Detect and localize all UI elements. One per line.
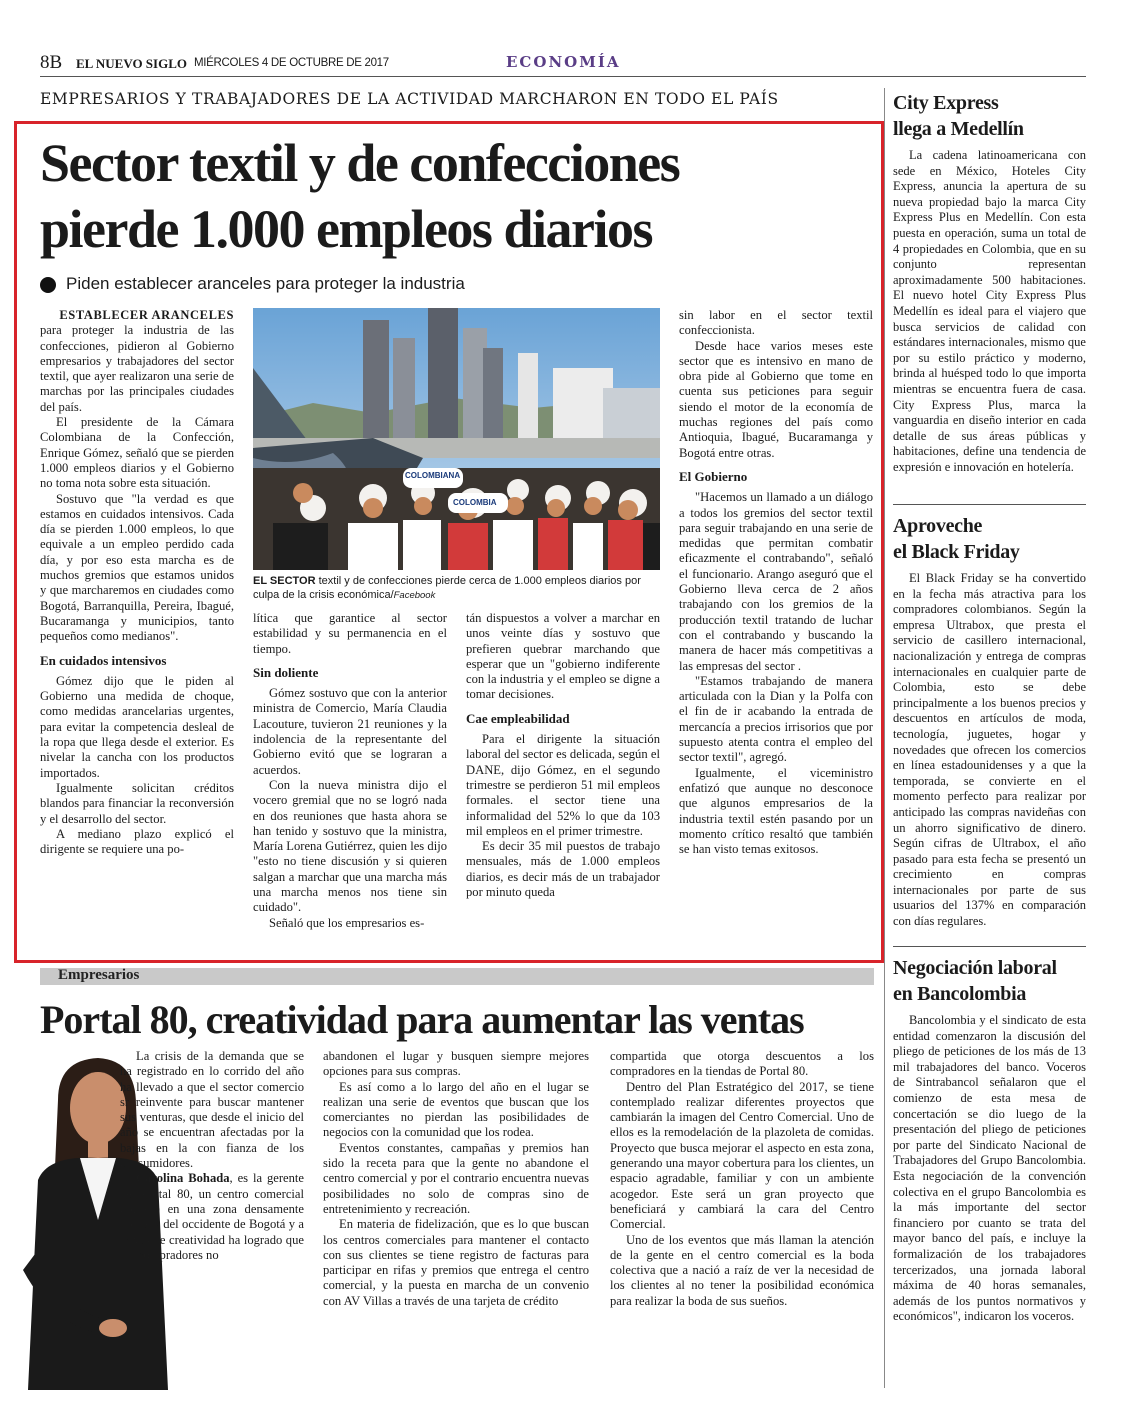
page-number: 8B [40, 52, 63, 73]
sidebar-text-2: El Black Friday se ha convertido en la fecha más atractiva para los compradores colombianos. Según la empresa Ultrabox, que presta el servicio de casillero internacional, nacionalización y entrega de compras internacionales en cualquier parte de Colombia, esto se debe principalmente a los buenos precios y descuentos en artículos de moda, tecnología, juguetes, hogar y novedades que ofrecen los comercios en línea estadounidenses y a que la temporada, se convierte en el momento perfecto para realizar por anticipado las compras navideñas con un ahorro significativo de dinero. Según cifras de Ultrabox, el año pasado para esta fecha se presentó un crecimiento en compras internacionales por parte de sus usuarios del 137% en comparación con días regulares. [893, 571, 1086, 929]
col3-p1: tán dispuestos a volver a marchar en unos veinte días y sostuvo que prefieren quebrar marchando que esperar que un "gobierno indiferente con la industria y el empleo se digne a tomar decisiones. [466, 611, 660, 702]
sidebar-title-3a: Negociación laboral [893, 957, 1057, 979]
col3-p3: Es decir 35 mil puestos de trabajo mensuales, más de 1.000 empleos diarios, es decir más de un trabajador por minuto queda [466, 839, 660, 900]
sidebar-text-1: La cadena latinoamericana con sede en México, Hoteles City Express, anuncia la apertura de su nueva propiedad bajo la marca City Express Plus en Medellín. Con esta puesta en operación, suma un total de 4 propiedades en Colombia, que en su conjunto representan aproximadamente 500 habitaciones. El nuevo hotel City Express Plus Medellín es ideal para el viajero que busca servicios de calidad con estándares internacionales, mismo que por su estilo práctico y moderno, brinda al huésped todo lo que importa mientras se encuentra fuera de casa. City Express Plus, marca la vanguardia en diseño interior en cada detalle de sus áreas públicas y habitaciones, define una tendencia de expresión e innovación en hotelería. [893, 148, 1086, 474]
header-rule [40, 76, 1086, 77]
bullet-icon [40, 277, 56, 293]
sidebar-title-2a: Aproveche [893, 515, 983, 537]
col4-p2: Desde hace varios meses este sector que es intensivo en mano de obra pide al Gobierno que tome en cuenta sus peticiones para seguir siendo el motor de la economía de muchas regiones del país como Antioquia, Ibagué, Bucaramanga y Bogotá entre otras. [679, 338, 873, 460]
col1-p1: para proteger la industria de las confecciones, pidieron al Gobierno empresarios y trabajadores del sector textil, que ayer realizaron una serie de marchas por las principales ciudades del país. [40, 323, 234, 414]
person-name: Carolina Bohada [136, 1171, 230, 1186]
sidebar-title-2b: el Black Friday [893, 541, 1020, 563]
headline-line-2: pierde 1.000 empleos diarios [40, 199, 652, 259]
caption-lead: EL SECTOR [253, 575, 316, 587]
photo-credit: Facebook [393, 590, 436, 601]
march-photo-illustration [253, 308, 660, 570]
sidebar-rule-2 [893, 946, 1086, 947]
sidebar-item-city-express [893, 90, 1086, 475]
sidebar-title-3b: en Bancolombia [893, 983, 1027, 1005]
col1-p5: Igualmente solicitan créditos blandos para financiar la reconversión y el desarrollo del sector. [40, 780, 234, 826]
caption-text: textil y de confecciones pierde cerca de 1.000 empleos diarios por culpa de la crisis económica/ [253, 575, 641, 601]
col1-p6: A mediano plazo explicó el dirigente se requiere una po- [40, 826, 234, 857]
publication-name: EL NUEVO SIGLO [76, 56, 187, 71]
col2-p2: Gómez sostuvo que con la anterior ministra de Comercio, María Claudia Lacouture, tuvieron 21 reuniones y la indolencia de la representante del Gobierno evitó que se lograran a acuerdos. [253, 686, 447, 777]
col2-p1: lítica que garantice al sector estabilidad y su permanencia en el tiempo. [253, 611, 447, 656]
section-name: ECONOMÍA [506, 53, 621, 71]
sidebar-text-3: Bancolombia y el sindicato de esta entidad comenzaron la discusión del pliego de peticiones de los más de 13 mil trabajadores del banco. Voceros de Sintrabancol señalaron que el comienzo de esta mesa de concertación se dio luego de la presentación del pliego de peticiones por parte del Sindicato Nacional de Trabajadores del Grupo Bancolombia. Esta negociación de la convención colectiva en el grupo Bancolombia es la más importante del sector financiero por cuanto se trata del mayor banco del país, e incluye la formalización de los trabajadores tercerizados, una jornada laboral máxima de 40 horas semanales, además de los puntos normativos y económicos", indicaron los voceros. [893, 1013, 1086, 1324]
second-col-3 [610, 1049, 874, 1309]
main-col-1 [40, 308, 234, 857]
subhead-sin-doliente: Sin doliente [253, 664, 319, 680]
second-col1-p2: , es la gerente del Portal 80, un centro comercial ubicado en una zona densamente poblada del occidente de Bogotá y a través de creatividad ha logrado que los compradores no [120, 1171, 305, 1262]
subhead-cuidados: En cuidados intensivos [40, 652, 167, 668]
second-col1-p1: La crisis de la demanda que se ha registrado en lo corrido del año ha llevado a que el sector comercio sr reinvente para buscar mantener sus venturas, que desde el inicio del año se encuentran afectadas por la bajas en la con fianza de los consumidores. [120, 1049, 304, 1171]
section-tag-bar [40, 968, 874, 985]
second-col-1 [120, 1049, 304, 1263]
main-col-4 [679, 308, 873, 857]
col4-p1: sin labor en el sector textil confeccionista. [679, 308, 873, 338]
second-col2-p1: abandonen el lugar y busquen siempre mejores opciones para sus compras. [323, 1049, 589, 1079]
second-col3-p3: Uno de los eventos que más llaman la atención de la gente en el centro comercial es la boda colectiva que a nació a raíz de ver la necesidad de los clientes al no tener la posibilidad económica para realizar la boda de sus sueños. [610, 1232, 874, 1308]
photo-caption [253, 574, 663, 603]
col1-p2: El presidente de la Cámara Colombiana de la Confección, Enrique Gómez, señaló que se pierden 1.000 empleos diarios y el Gobierno no toma nota sobre esta situación. [40, 415, 234, 491]
col4-p3: "Hacemos un llamado a un diálogo a todos los gremios del sector textil para seguir trabajando en una serie de medidas que permitan combatir eficazmente el contrabando", señaló el funcionario. Arango aseguró que el Gobierno lleva cerca de 2 años trabajando con los gremios de la producción textil tratando de luchar con el contrabando y buscando la manera de hacer más competitivas a las empresas del sector . [679, 490, 873, 673]
lead-caps: ESTABLECER ARANCELES [59, 308, 234, 322]
march-photo [253, 308, 660, 570]
banner-text-2: COLOMBIA [453, 498, 497, 507]
subhead-cae-empleabilidad: Cae empleabilidad [466, 710, 570, 726]
headline-line-1: Sector textil y de confecciones [40, 133, 680, 193]
subhead-el-gobierno: El Gobierno [679, 468, 748, 484]
sidebar-title-1b: llega a Medellín [893, 118, 1024, 140]
page-header [40, 50, 1086, 78]
col4-p4: "Estamos trabajando de manera articulada con la Dian y la Polfa con el fin de ir acabando la entrada de mercancía a precios irrisorios que por supuesto atenta contra el empleo del sector textil", agregó. [679, 673, 873, 765]
second-col3-p1: compartida que otorga descuentos a los compradores en la tiendas de Portal 80. [610, 1049, 874, 1079]
second-col2-p3: Eventos constantes, campañas y premios han sido la receta para que la gente no abandone el centro comercial y por el contrario encuentra nuevas posibilidades no solo de compras sino de entretenimiento y recreación. [323, 1140, 589, 1216]
second-col3-p2: Dentro del Plan Estratégico del 2017, se tiene contemplado realizar diferentes proyectos que cambiarán la imagen del Centro Comercial. Uno de ellos es la remodelación de la plazoleta de comidas. Proyecto que busca mejorar el aspecto en esta zona, generando una mayor cobertura para los clientes, un espacio agradable, familiar y con un ambiente acogedor. Este será un gran proyecto que beneficiará y cambiará la cara del Centro Comercial. [610, 1079, 874, 1232]
deck-text: Piden establecer aranceles para proteger la industria [66, 274, 465, 293]
sidebar-title-1a: City Express [893, 92, 999, 114]
col1-p4: Gómez dijo que le piden al Gobierno una medida de choque, como medidas arancelarias urgentes, para evitar la competencia desleal de la ropa que llega desde el exterior. Es nivelar la cancha con los productos importados. [40, 673, 234, 780]
main-col-3 [466, 611, 660, 900]
sidebar-item-black-friday [893, 513, 1086, 930]
col2-p3: Con la nueva ministra dijo el vocero gremial que no se logró nada en dos reuniones que hasta ahora se han tenido y sostuvo que la ministra, María Lorena Gutiérrez, quien les dijo "esto no tiene discusión y si quieren salgan a marchar que una marcha más una marcha menos nos tiene sin cuidado". [253, 777, 447, 915]
sidebar-divider [884, 88, 885, 1388]
col3-p2: Para el dirigente la situación laboral del sector es delicada, según el DANE, dijo Gómez, en el segundo trimestre se perdieron 51 mil empleos formales. el sector tiene una informalidad del 52% lo que da 103 mil empleos en el primer trimestre. [466, 732, 660, 838]
publication-date: MIÉRCOLES 4 DE OCTUBRE DE 2017 [194, 57, 389, 69]
col1-p3: Sostuvo que "la verdad es que estamos en cuidados intensivos. Cada día se pierden 1.000 empleos, lo que equivale a un empleo perdido cada día, y por eso esta marcha es de muchos gremios que estamos unidos y que marcharemos en ciudades como Bogotá, Barranquilla, Pereira, Ibagué, Bucaramanga y municipios, tanto pequeños como medianos". [40, 491, 234, 644]
sidebar-rule-1 [893, 504, 1086, 505]
second-col-2 [323, 1049, 589, 1309]
col2-p4: Señaló que los empresarios es- [269, 915, 425, 930]
second-col2-p4: En materia de fidelización, que es lo que buscan los centros comerciales para mantener el contacto con sus clientes se tiene registro de facturas para participar en rifas y premios que entrega el centro comercial, y la puesta en marcha de un convenio con AV Villas a través de una tarjeta de crédito [323, 1217, 589, 1308]
second-col2-p2: Es así como a lo largo del año en el lugar se realizan una serie de eventos que buscan que los comerciantes no pierdan las posibilidades de negocios con la comunidad que los rodea. [323, 1079, 589, 1140]
second-headline: Portal 80, creatividad para aumentar las ventas [40, 997, 804, 1042]
main-col-2 [253, 611, 447, 931]
headline [40, 130, 679, 262]
sidebar-item-bancolombia [893, 955, 1086, 1325]
article-kicker: EMPRESARIOS Y TRABAJADORES DE LA ACTIVIDAD MARCHARON EN TODO EL PAÍS [40, 90, 779, 108]
banner-text-1: COLOMBIANA [405, 471, 461, 480]
col4-p5: Igualmente, el viceministro enfatizó que aunque no desconoce que algunos empresarios de la industria textil estén pasando por un momento crítico resaltó que también se han visto temas exitosos. [679, 765, 873, 857]
section-tag: Empresarios [58, 967, 140, 983]
